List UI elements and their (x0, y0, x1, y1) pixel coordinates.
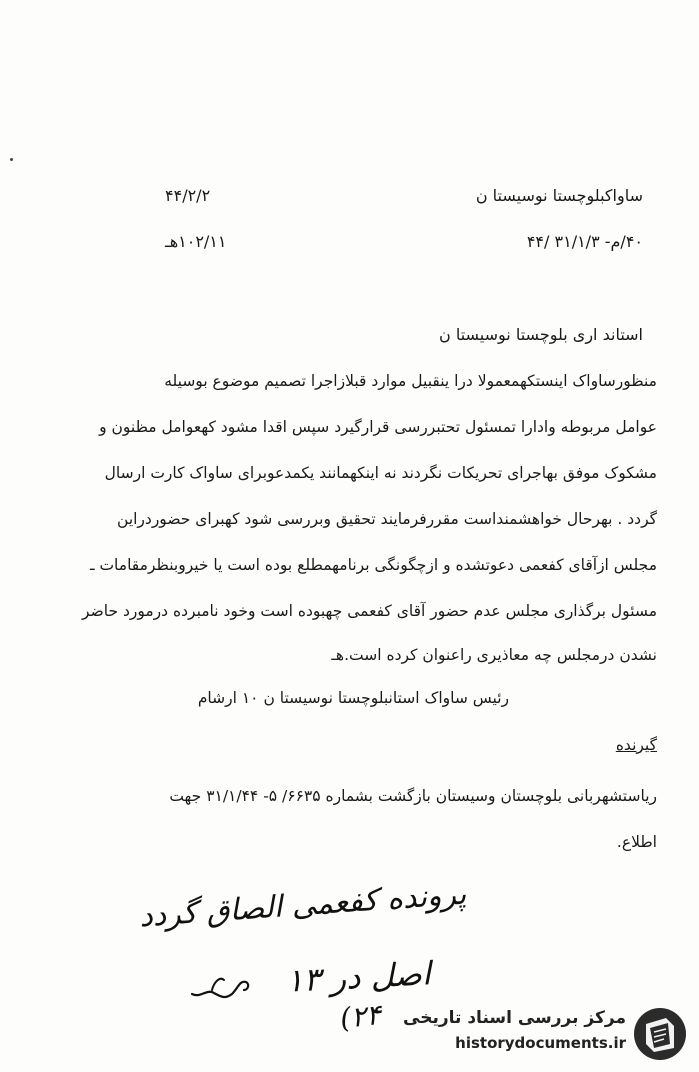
body-line-6: مسئول برگذاری مجلس عدم حضور آقای کفعمی چهبوده است وخود نامبرده درمورد حاضر (82, 602, 657, 620)
body-line-7: نشدن درمجلس چه معاذیری راعنوان کرده است.هـ (331, 646, 657, 664)
body-line-3: مشکوک موفق بهاجرای تحریکات نگردند نه اینکهمانند یکمدعوبرای ساواک کارت ارسال (104, 464, 657, 482)
cc-line-1: ریاستشهربانی بلوچستان وسیستان بازگشت بشماره ۶۶۳۵/ ۵- ۳۱/۱/۴۴ جهت (169, 787, 657, 805)
signature-line: رئیس ساواک استانبلوچستا نوسیستا ن ۱۰ ارشام (197, 689, 509, 707)
header-org: ساواکبلوچستا نوسیستا ن (475, 186, 643, 205)
handwritten-scribble (186, 960, 256, 1010)
header-number: ۱۰۲/۱۱هـ (165, 232, 227, 251)
watermark-logo (403, 1002, 690, 1066)
archive-emblem-icon (632, 1006, 688, 1062)
body-line-2: عوامل مربوطه وادارا تمسئول تحتبررسی قرارگیرد سپس اقدا مشود کهعوامل مظنون و (99, 418, 657, 436)
watermark-persian: مرکز بررسی اسناد تاریخی (403, 1008, 626, 1028)
recipient-title: استاند اری بلوچستا نوسیستا ن (438, 325, 643, 344)
header-date: ۴۴/۲/۲ (165, 186, 211, 205)
header-ref: ۴۰/م- ۳۱/۱/۳ /۴۴ (526, 232, 643, 251)
body-line-5: مجلس ازآقای کفعمی دعوتشده و ازچگونگی برنامهمطلع بوده است یا خیروبنظرمقامات ـ (90, 556, 657, 574)
body-line-1: منظورساواک اینستکهمعمولا درا ینقبیل موارد قبلازاجرا تصمیم موضوع بوسیله (164, 372, 657, 390)
cc-line-2: اطلاع. (616, 833, 657, 851)
watermark-url: historydocuments.ir (455, 1034, 626, 1052)
handwritten-filing-sub: (۲۴ (338, 997, 383, 1036)
handwritten-note: پرونده کفعمی الصاق گردد (138, 876, 468, 935)
recipients-heading: گیرنده (615, 736, 657, 754)
body-line-4: گردد . بهرحال خواهشمنداست مقررفرمایند تحقیق وبررسی شود کهبرای حضوردراین (117, 510, 657, 528)
handwritten-filing: اصل در ۱۳ (285, 954, 432, 1000)
scan-speck (10, 158, 13, 161)
